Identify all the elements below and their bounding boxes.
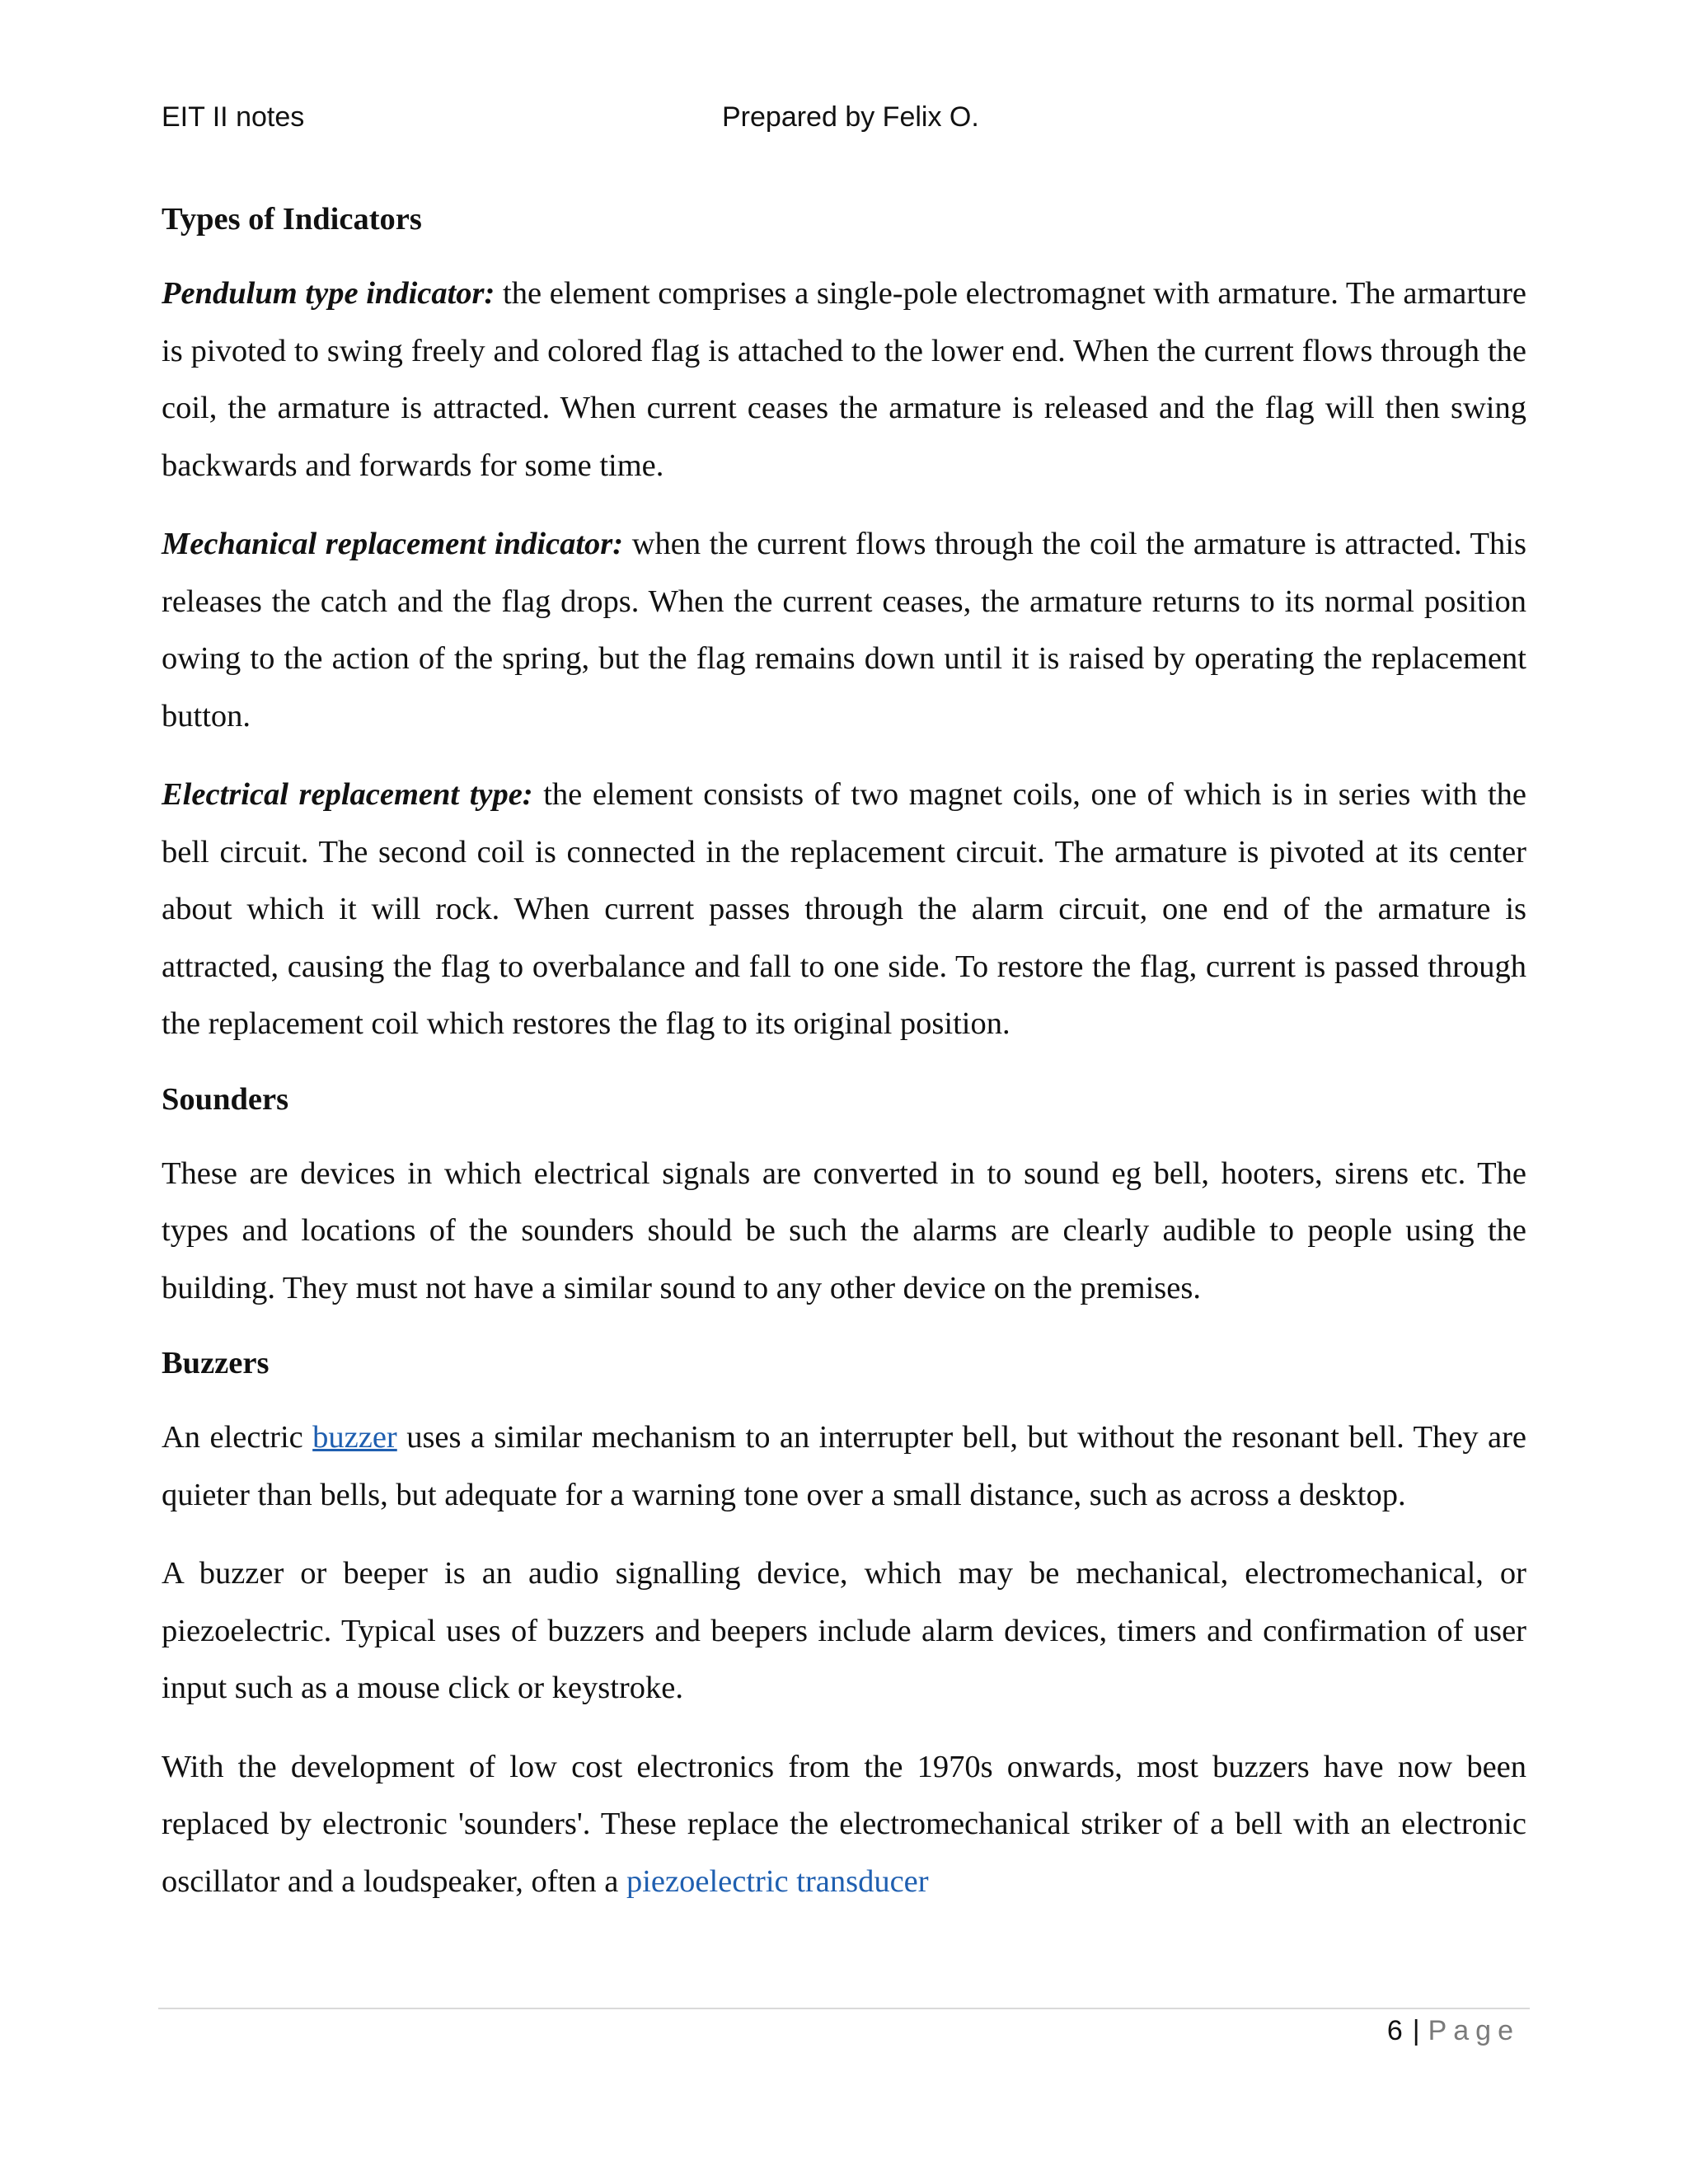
page-label: Page — [1428, 2015, 1520, 2046]
buzzer-link[interactable]: buzzer — [312, 1420, 397, 1455]
paragraph-mechanical-replacement — [162, 516, 1526, 745]
mechanical-description: when the current flows through the coil the armature is attracted. This releases the catch and the flag drops. When the current ceases, the armature returns to its normal position owing to the action of the spring, but the flag remains down until it is raised by operating the replacement button. — [162, 527, 1526, 733]
electronic-sounders-text: With the development of low cost electronics from the 1970s onwards, most buzzers have now been replaced by electronic 'sounders'. These replace the electromechanical striker of a bell with an electronic oscillator and a loudspeaker, often a — [162, 1749, 1526, 1899]
paragraph-buzzer-beeper: A buzzer or beeper is an audio signalling device, which may be mechanical, electromechanical, or piezoelectric. Typical uses of buzzers and beepers include alarm devices, timers and confirmation of user input such as a mouse click or keystroke. — [162, 1556, 1526, 1705]
paragraph-electrical-replacement — [162, 766, 1526, 1053]
header-author: Prepared by Felix O. — [722, 101, 979, 133]
buzzers-intro-after: uses a similar mechanism to an interrupter bell, but without the resonant bell. They are quieter than bells, but adequate for a warning tone over a small distance, such as across a desktop. — [162, 1420, 1526, 1512]
header-document-title: EIT II notes — [162, 101, 305, 133]
pendulum-description: the element comprises a single-pole electromagnet with armature. The armarture is pivoted to swing freely and colored flag is attached to the lower end. When the current flows through the coil, the armature is attracted. When current ceases the armature is released and the flag will then swing backwards and forwards for some time. — [162, 276, 1526, 483]
buzzers-intro-before: An electric — [162, 1420, 313, 1455]
page-number: 6 — [1386, 2015, 1403, 2046]
page-separator: | — [1412, 2015, 1420, 2046]
paragraph-buzzers-intro — [162, 1409, 1526, 1524]
footer-divider — [158, 2008, 1530, 2009]
page-header — [162, 101, 1526, 142]
paragraph-sounders: These are devices in which electrical signals are converted in to sound eg bell, hooters, sirens etc. The types and locations of the sounders should be such the alarms are clearly audible to people using the building. They must not have a similar sound to any other device on the premises. — [162, 1155, 1526, 1305]
term-pendulum-indicator: Pendulum type indicator: — [162, 276, 495, 311]
paragraph-pendulum-indicator — [162, 265, 1526, 494]
heading-buzzers: Buzzers — [162, 1346, 270, 1380]
paragraph-electronic-sounders — [162, 1739, 1526, 1911]
document-body — [162, 194, 1526, 1932]
piezoelectric-transducer-link[interactable]: piezoelectric transducer — [626, 1863, 929, 1899]
heading-types-of-indicators: Types of Indicators — [162, 202, 422, 237]
page-number-footer — [1387, 2013, 1520, 2049]
term-electrical-replacement: Electrical replacement type: — [162, 777, 533, 812]
term-mechanical-replacement: Mechanical replacement indicator: — [162, 527, 624, 561]
electrical-description: the element consists of two magnet coils, one of which is in series with the bell circuit. The second coil is connected in the replacement circuit. The armature is pivoted at its center about which it will rock. When current passes through the alarm circuit, one end of the armature is attracted, causing the flag to overbalance and fall to one side. To restore the flag, current is passed through the replacement coil which restores the flag to its original position. — [162, 777, 1526, 1041]
heading-sounders: Sounders — [162, 1081, 289, 1117]
